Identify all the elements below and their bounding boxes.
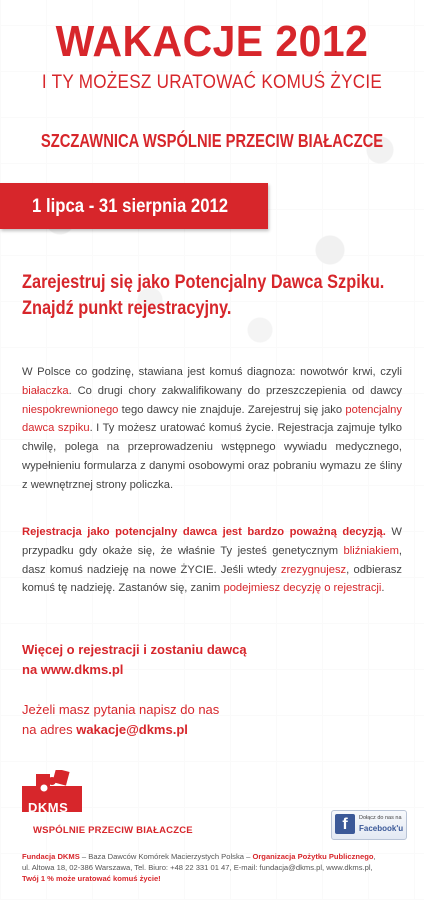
footer bbox=[22, 851, 412, 884]
campaign-tagline: SZCZAWNICA WSPÓLNIE PRZECIW BIAŁACZCE bbox=[40, 131, 384, 151]
more-info-link[interactable]: na www.dkms.pl bbox=[22, 662, 124, 677]
date-band bbox=[0, 183, 268, 229]
body1-text-2: . Co drugi chory zakwalifikowany do przeszczepienia od dawcy bbox=[68, 384, 402, 397]
contact-info bbox=[22, 700, 219, 740]
facebook-big-text: Facebook'u bbox=[359, 824, 404, 833]
footer-address: ul. Altowa 18, 02-386 Warszawa, Tel. Biuro: +48 22 331 01 47, E-mail: fundacja@dkms.pl, www.dkms.pl, bbox=[22, 863, 373, 872]
headline bbox=[22, 270, 385, 322]
body2-highlight-2: zrezygnujesz bbox=[280, 563, 347, 576]
poster-title: WAKACJE 2012 bbox=[55, 17, 369, 66]
headline-line-2: Znajdź punkt rejestracyjny. bbox=[22, 298, 232, 319]
body2-text-4: . bbox=[381, 582, 385, 595]
body-paragraph-2 bbox=[22, 523, 402, 598]
more-info-line-1: Więcej o rejestracji i zostaniu dawcą bbox=[22, 642, 247, 657]
logo-name: DKMS bbox=[28, 800, 69, 815]
footer-mid: – Baza Dawców Komórek Macierzystych Polska – bbox=[79, 852, 253, 861]
contact-line-1: Jeżeli masz pytania napisz do nas bbox=[22, 702, 220, 717]
body1-highlight-1: białaczka bbox=[22, 384, 69, 397]
body-paragraph-1 bbox=[22, 363, 402, 495]
body2-text-2: , dasz komuś nadzieję na nowe ŻYCIE. Jeśli wtedy bbox=[22, 544, 402, 576]
facebook-icon: f bbox=[335, 814, 355, 834]
facebook-button[interactable] bbox=[331, 810, 407, 840]
body1-highlight-2: niespokrewnionego bbox=[22, 403, 119, 416]
body2-highlight-3: podejmiesz decyzję o rejestracji bbox=[223, 582, 382, 595]
facebook-small-text: Dołącz do nas na bbox=[359, 815, 402, 821]
contact-line-2 bbox=[22, 720, 219, 740]
body2-text-1: W przypadku gdy okaże się, że właśnie Ty jesteś genetycznym bbox=[22, 526, 402, 557]
headline-line-1: Zarejestruj się jako Potencjalny Dawca Szpiku. bbox=[22, 272, 385, 293]
more-info bbox=[22, 640, 247, 680]
body1-highlight-3: potencjalny dawca szpiku bbox=[22, 403, 402, 435]
contact-prefix: na adres bbox=[22, 722, 77, 737]
footer-slogan-line bbox=[22, 873, 412, 884]
body2-highlight-1: bliźniakiem bbox=[343, 544, 399, 557]
body1-text-4: . I Ty możesz uratować komuś życie. Rejestracja zajmuje tylko chwilę, polega na przeprowadzeniu wstępnego wywiadu medycznego, wypełnieniu formularza z danymi osobowymi oraz pobraniu wymazu ze śliny z wewnętrznej strony policzka. bbox=[22, 422, 402, 491]
footer-slogan: Twój 1 % może uratować komuś życie! bbox=[22, 874, 161, 883]
body1-text-1: W Polsce co godzinę, stawiana jest komuś diagnoza: nowotwór krwi, czyli bbox=[22, 366, 402, 378]
footer-opp: Organizacja Pożytku Publicznego bbox=[252, 852, 374, 861]
logo-tagline: WSPÓLNIE PRZECIW BIAŁACZCE bbox=[33, 825, 193, 836]
footer-line-1 bbox=[22, 851, 412, 862]
poster-subtitle: I TY MOŻESZ URATOWAĆ KOMUŚ ŻYCIE bbox=[41, 72, 383, 93]
body1-text-3: tego dawcy nie znajduje. Zarejestruj się jako bbox=[118, 403, 346, 416]
body2-bold-lead: Rejestracja jako potencjalny dawca jest bardzo poważną decyzją. bbox=[22, 526, 386, 538]
footer-org: Fundacja DKMS bbox=[22, 852, 80, 861]
contact-email-link[interactable]: wakacje@dkms.pl bbox=[76, 722, 188, 737]
logo-puzzle-notch bbox=[41, 785, 48, 792]
date-text: 1 lipca - 31 sierpnia 2012 bbox=[32, 196, 229, 217]
body2-text-3: , odbierasz komuś tę nadzieję. Zastanów się, zanim bbox=[22, 563, 402, 595]
footer-comma: , bbox=[373, 852, 376, 861]
